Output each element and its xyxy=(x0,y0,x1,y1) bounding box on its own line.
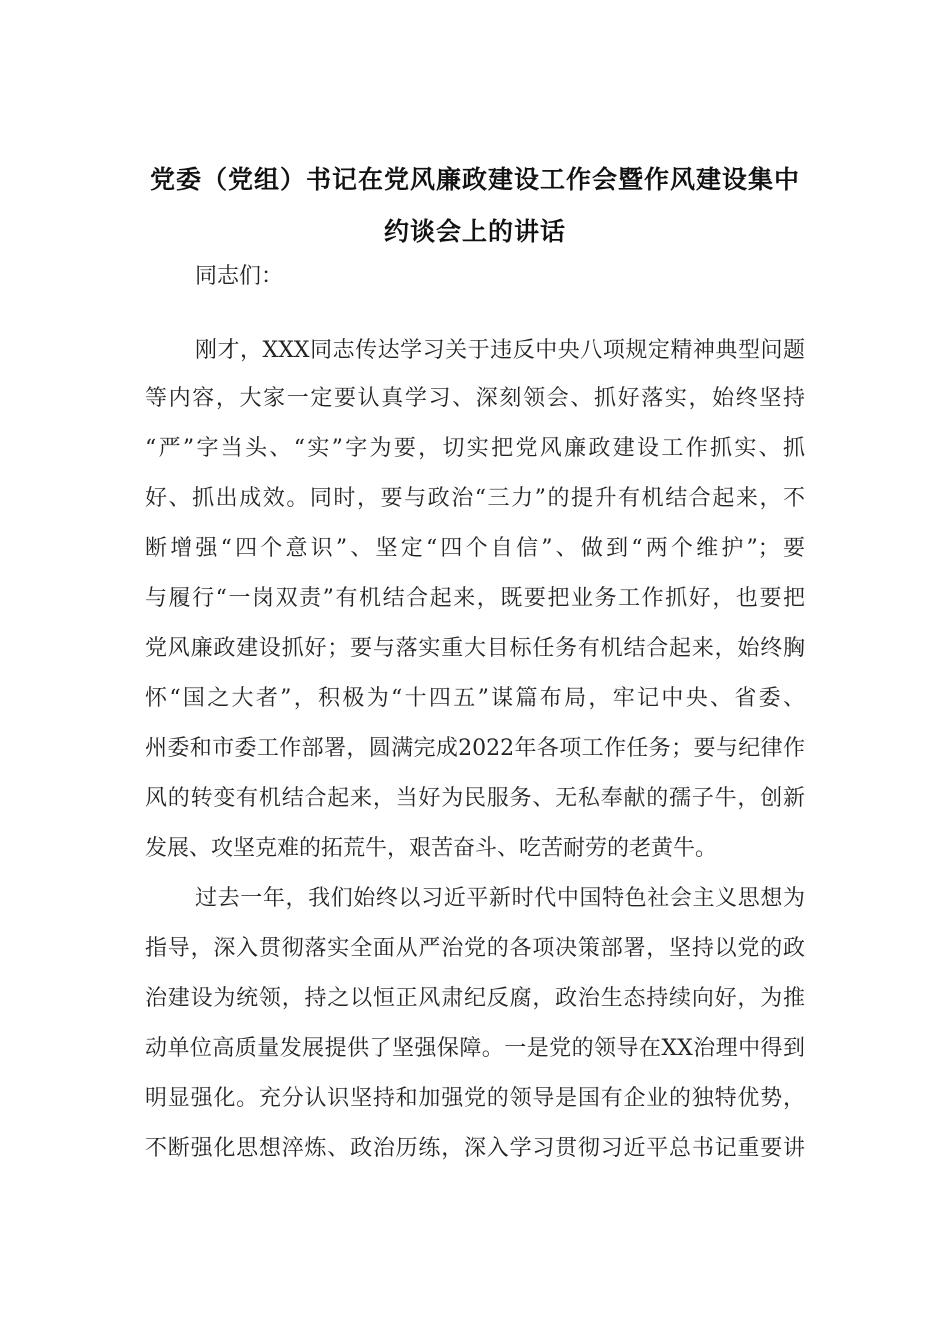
body-line: 与履行“一岗双责”有机结合起来，既要把业务工作抓好，也要把 xyxy=(145,586,805,611)
greeting: 同志们： xyxy=(195,264,284,289)
body-line: 刚才，XXX同志传达学习关于违反中央八项规定精神典型问题 xyxy=(195,338,805,363)
body-line: 动单位高质量发展提供了坚强保障。一是党的领导在XX治理中得到 xyxy=(145,1036,805,1061)
body-line: 风的转变有机结合起来，当好为民服务、无私奉献的孺子牛，创新 xyxy=(145,786,805,811)
document-title-line-2: 约谈会上的讲话 xyxy=(383,217,566,246)
body-line: 发展、攻坚克难的拓荒牛，艰苦奋斗、吃苦耐劳的老黄牛。 xyxy=(145,836,718,861)
body-line: 指导，深入贯彻落实全面从严治党的各项决策部署，坚持以党的政 xyxy=(145,936,805,961)
body-line: 州委和市委工作部署，圆满完成2022年各项工作任务；要与纪律作 xyxy=(145,736,805,761)
body-line: 怀“国之大者”，积极为“十四五”谋篇布局，牢记中央、省委、 xyxy=(145,686,805,711)
body-line: 过去一年，我们始终以习近平新时代中国特色社会主义思想为 xyxy=(195,886,805,911)
body-line: 党风廉政建设抓好；要与落实重大目标任务有机结合起来，始终胸 xyxy=(145,636,805,661)
document-title-line-1: 党委（党组）书记在党风廉政建设工作会暨作风建设集中 xyxy=(149,165,800,194)
body-line: 好、抓出成效。同时，要与政治“三力”的提升有机结合起来，不 xyxy=(145,486,805,511)
body-line: “严”字当头、“实”字为要，切实把党风廉政建设工作抓实、抓 xyxy=(145,436,805,461)
body-line: 明显强化。充分认识坚持和加强党的领导是国有企业的独特优势， xyxy=(145,1086,805,1111)
body-line: 不断强化思想淬炼、政治历练，深入学习贯彻习近平总书记重要讲 xyxy=(145,1136,805,1161)
body-line: 断增强“四个意识”、坚定“四个自信”、做到“两个维护”；要 xyxy=(145,536,805,561)
body-line: 等内容，大家一定要认真学习、深刻领会、抓好落实，始终坚持 xyxy=(145,386,805,411)
body-line: 治建设为统领，持之以恒正风肃纪反腐，政治生态持续向好，为推 xyxy=(145,986,805,1011)
